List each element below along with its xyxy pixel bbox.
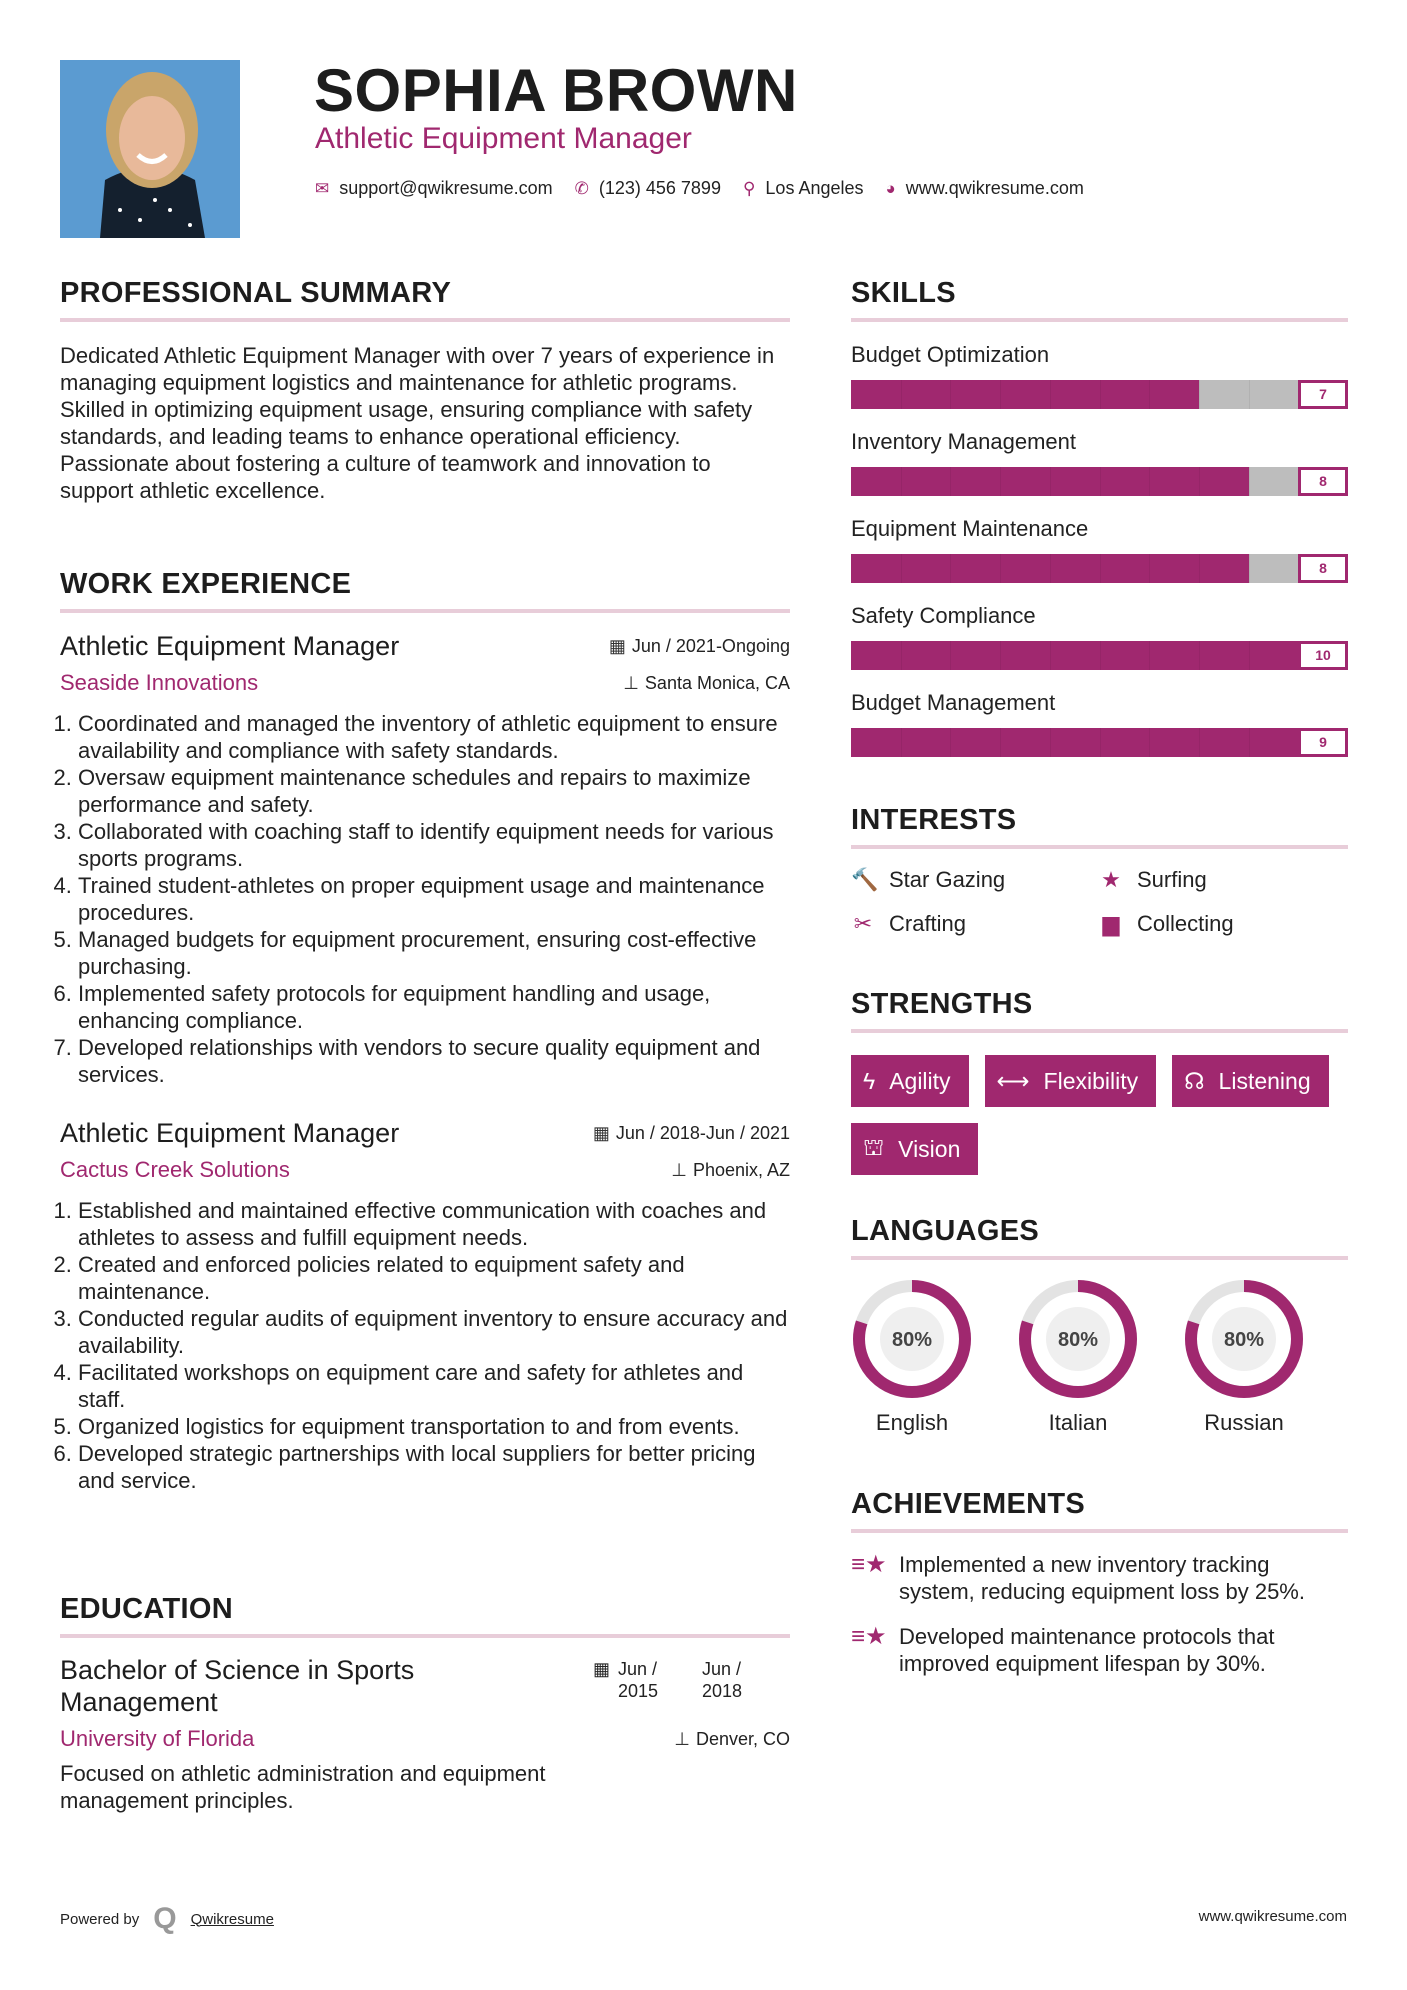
footer-powered [60, 1902, 274, 1936]
footer-website[interactable]: www.qwikresume.com [1198, 1908, 1347, 1925]
skill-bar [851, 728, 1348, 757]
job-entry [60, 631, 790, 1088]
bullet-item: 3. Conducted regular audits of equipment inventory to ensure accuracy and availability. [78, 1305, 790, 1359]
bullet-item: 5. Managed budgets for equipment procurement, ensuring cost-effective purchasing. [78, 926, 790, 980]
education-location: Denver, CO [695, 1728, 790, 1749]
job-location [671, 1160, 790, 1181]
achievements-section [851, 1488, 1348, 1677]
bullet-item: 1. Coordinated and managed the inventory of athletic equipment to ensure availability and compliance with safety standards. [78, 710, 790, 764]
strength-chip [985, 1055, 1157, 1107]
language-percent: 80% [891, 1329, 933, 1351]
degree-title: Bachelor of Science in Sports Management [60, 1655, 415, 1717]
bar-segment-divider [1100, 467, 1101, 496]
skill-level: 9 [1298, 728, 1348, 757]
section-heading: ACHIEVEMENTS [851, 1488, 1086, 1520]
section-heading: PROFESSIONAL SUMMARY [60, 277, 452, 309]
section-heading: INTERESTS [851, 804, 1017, 836]
interest-label: Star Gazing [889, 867, 1006, 892]
bullet-item: 2. Created and enforced policies related to equipment safety and maintenance. [78, 1251, 790, 1305]
skill-name: Safety Compliance [851, 603, 1036, 628]
bar-segment-divider [1000, 728, 1001, 757]
job-header [60, 631, 790, 662]
education-section [60, 1593, 790, 1814]
bar-segment-divider [1000, 554, 1001, 583]
bar-segment-divider [1199, 467, 1200, 496]
bar-segment-divider [901, 467, 902, 496]
skill-name: Budget Management [851, 690, 1056, 715]
interest-item [851, 911, 1099, 937]
divider [60, 1634, 790, 1638]
bar-segment-divider [1100, 641, 1101, 670]
bullet-item: 6. Implemented safety protocols for equipment handling and usage, enhancing compliance. [78, 980, 790, 1034]
contact-email[interactable]: support@qwikresume.com [339, 178, 553, 198]
bullet-item: 7. Developed relationships with vendors to secure quality equipment and services. [78, 1034, 790, 1088]
calendar-icon: ▦ [592, 1659, 610, 1679]
education-start: Jun / 2015 [618, 1659, 659, 1701]
dates-text: Jun / 2018-Jun / 2021 [615, 1123, 790, 1143]
contact-phone: (123) 456 7899 [598, 178, 721, 198]
job-subheader [60, 670, 790, 696]
education-description: Focused on athletic administration and equipment management principles. [60, 1761, 546, 1813]
job-title: Athletic Equipment Manager [60, 631, 400, 661]
powered-by-label: Powered by [60, 1910, 140, 1928]
company-name: Cactus Creek Solutions [60, 1157, 290, 1182]
strength-label: Flexibility [1043, 1067, 1139, 1094]
bar-segment-divider [1149, 467, 1150, 496]
bar-segment-divider [901, 641, 902, 670]
section-heading: WORK EXPERIENCE [60, 568, 352, 600]
language-item [851, 1278, 973, 1436]
strengths-section [851, 988, 1348, 1175]
achievement-item [851, 1551, 1348, 1605]
section-heading: STRENGTHS [851, 988, 1033, 1020]
skill-bar-fill [851, 728, 1298, 757]
job-header [60, 1118, 790, 1149]
achievement-text: Implemented a new inventory tracking system, reducing equipment loss by 25%. [899, 1552, 1305, 1604]
bullet-item: 2. Oversaw equipment maintenance schedules and repairs to maximize performance and safety. [78, 764, 790, 818]
strength-label: Listening [1218, 1067, 1311, 1094]
language-donut [1183, 1278, 1305, 1400]
map-marker-icon: ⚲ [742, 178, 756, 198]
envelope-icon: ✉ [315, 178, 330, 198]
bar-segment-divider [1100, 554, 1101, 583]
calendar-icon: ▦ [592, 1123, 610, 1143]
bar-segment-divider [1199, 380, 1200, 409]
bar-segment-divider [1050, 554, 1051, 583]
brand-link[interactable]: Qwikresume [190, 1910, 274, 1928]
strength-label: Vision [898, 1135, 961, 1162]
bar-segment-divider [1000, 641, 1001, 670]
archive-icon: ▆ [1102, 911, 1120, 936]
bar-segment-divider [1050, 467, 1051, 496]
profile-photo [60, 60, 240, 238]
bar-segment-divider [1249, 380, 1250, 409]
strength-chip [851, 1055, 969, 1107]
section-heading: LANGUAGES [851, 1215, 1039, 1247]
languages-section [851, 1215, 1348, 1436]
job-entry [60, 1118, 790, 1494]
achievement-item [851, 1623, 1348, 1677]
bar-segment-divider [1199, 554, 1200, 583]
bar-segment-divider [1249, 641, 1250, 670]
qwikresume-logo-icon: Q [153, 1902, 177, 1935]
job-bullets [60, 1197, 790, 1494]
bar-segment-divider [1149, 554, 1150, 583]
skill-bar-fill [851, 380, 1199, 409]
divider [60, 318, 790, 322]
job-subheader [60, 1157, 790, 1183]
contact-location: Los Angeles [765, 178, 864, 198]
bolt-icon: ϟ [863, 1067, 876, 1094]
bullet-item: 4. Trained student-athletes on proper equipment usage and maintenance procedures. [78, 872, 790, 926]
bar-segment-divider [901, 380, 902, 409]
candidate-title: Athletic Equipment Manager [315, 122, 692, 155]
bar-segment-divider [1000, 380, 1001, 409]
language-item [1183, 1278, 1305, 1436]
job-dates [609, 636, 790, 657]
bar-segment-divider [1100, 380, 1101, 409]
bullet-item: 3. Collaborated with coaching staff to identify equipment needs for various sports programs. [78, 818, 790, 872]
bullet-item: 1. Established and maintained effective communication with coaches and athletes to assess and fulfill equipment needs. [78, 1197, 790, 1251]
education-end: Jun / 2018 [702, 1659, 743, 1701]
contact-bar [315, 178, 1084, 199]
bar-segment-divider [1000, 467, 1001, 496]
binoculars-icon: ⛫ [863, 1134, 885, 1160]
bullet-item: 6. Developed strategic partnerships with local suppliers for better pricing and service. [78, 1440, 790, 1494]
language-percent: 80% [1057, 1329, 1099, 1351]
bar-segment-divider [1199, 728, 1200, 757]
bullet-item: 5. Organized logistics for equipment transportation to and from events. [78, 1413, 790, 1440]
language-name: Russian [1204, 1410, 1284, 1435]
experience-section [60, 568, 790, 1494]
divider [851, 1256, 1348, 1260]
bar-segment-divider [1199, 641, 1200, 670]
pin-icon: ⊥ [674, 1728, 690, 1749]
bar-segment-divider [1249, 728, 1250, 757]
phone-icon: ✆ [574, 178, 589, 198]
headphones-icon: ☊ [1184, 1067, 1205, 1094]
section-heading: SKILLS [851, 277, 956, 309]
skill-bar [851, 554, 1348, 583]
star-award-icon: ≡★ [851, 1551, 887, 1578]
divider [851, 1029, 1348, 1033]
job-location [623, 673, 790, 694]
achievement-text: Developed maintenance protocols that improved equipment lifespan by 30%. [899, 1624, 1275, 1676]
skill-bar [851, 467, 1348, 496]
bar-segment-divider [1149, 380, 1150, 409]
globe-icon: ◕ [885, 178, 896, 198]
school-name: University of Florida [60, 1726, 255, 1751]
strength-label: Agility [889, 1067, 951, 1094]
bar-segment-divider [1249, 554, 1250, 583]
section-heading: EDUCATION [60, 1593, 233, 1625]
portrait-image [60, 60, 240, 238]
strength-chip [1172, 1055, 1329, 1107]
skill-name: Budget Optimization [851, 342, 1050, 367]
interest-label: Collecting [1137, 911, 1234, 936]
calendar-icon: ▦ [608, 636, 626, 656]
job-title: Athletic Equipment Manager [60, 1118, 400, 1148]
job-bullets [60, 710, 790, 1088]
bar-segment-divider [1050, 380, 1051, 409]
divider [60, 609, 790, 613]
divider [851, 318, 1348, 322]
bar-segment-divider [950, 641, 951, 670]
star-award-icon: ≡★ [851, 1623, 887, 1650]
skill-level: 10 [1298, 641, 1348, 670]
bar-segment-divider [950, 380, 951, 409]
summary-text: Dedicated Athletic Equipment Manager with over 7 years of experience in managing equipment logistics and maintenance for athletic programs. Skilled in optimizing equipment usage, ensuring compliance with safety standards, and leading teams to enhance operational efficiency. Passionate about fostering a culture of teamwork and innovation to support athletic excellence. [60, 343, 775, 503]
language-percent: 80% [1223, 1329, 1265, 1351]
skill-level: 7 [1298, 380, 1348, 409]
language-item [1017, 1278, 1139, 1436]
skill-name: Equipment Maintenance [851, 516, 1089, 541]
skill-level: 8 [1298, 554, 1348, 583]
candidate-name: SOPHIA BROWN [314, 57, 798, 124]
bar-segment-divider [950, 554, 951, 583]
language-donut [851, 1278, 973, 1400]
dates-text: Jun / 2021-Ongoing [631, 636, 790, 656]
job-dates [593, 1123, 790, 1144]
summary-section [60, 277, 790, 504]
bar-segment-divider [1100, 728, 1101, 757]
strength-chip [851, 1123, 978, 1175]
bar-segment-divider [1149, 728, 1150, 757]
divider [851, 1529, 1348, 1533]
bar-segment-divider [901, 554, 902, 583]
interest-item [1099, 911, 1347, 937]
pin-icon: ⊥ [623, 672, 639, 693]
language-name: English [875, 1410, 949, 1435]
skill-bar [851, 641, 1348, 670]
bar-segment-divider [1050, 641, 1051, 670]
skill-level: 8 [1298, 467, 1348, 496]
skill-name: Inventory Management [851, 429, 1077, 454]
bar-segment-divider [1249, 467, 1250, 496]
pin-icon: ⊥ [671, 1159, 687, 1180]
bar-segment-divider [950, 728, 951, 757]
bar-segment-divider [950, 467, 951, 496]
gavel-icon: 🔨 [851, 867, 879, 892]
arrows-horizontal-icon: ⟷ [996, 1067, 1030, 1094]
bullet-item: 4. Facilitated workshops on equipment care and safety for athletes and staff. [78, 1359, 790, 1413]
star-icon: ★ [1101, 867, 1121, 892]
skill-bar [851, 380, 1348, 409]
bar-segment-divider [1050, 728, 1051, 757]
bar-segment-divider [1149, 641, 1150, 670]
scissors-icon: ✂ [853, 911, 873, 936]
interest-label: Crafting [889, 911, 967, 936]
interest-label: Surfing [1137, 867, 1207, 892]
contact-website[interactable]: www.qwikresume.com [905, 178, 1084, 198]
skills-section [851, 277, 1348, 757]
education-dates [593, 1658, 758, 1718]
interest-item [1099, 867, 1347, 893]
company-name: Seaside Innovations [60, 670, 259, 695]
language-name: Italian [1048, 1410, 1108, 1435]
location-text: Phoenix, AZ [692, 1159, 790, 1180]
bar-segment-divider [901, 728, 902, 757]
location-text: Santa Monica, CA [644, 672, 790, 693]
interests-section [851, 804, 1348, 937]
interest-item [851, 867, 1099, 893]
language-donut [1017, 1278, 1139, 1400]
divider [851, 845, 1348, 849]
